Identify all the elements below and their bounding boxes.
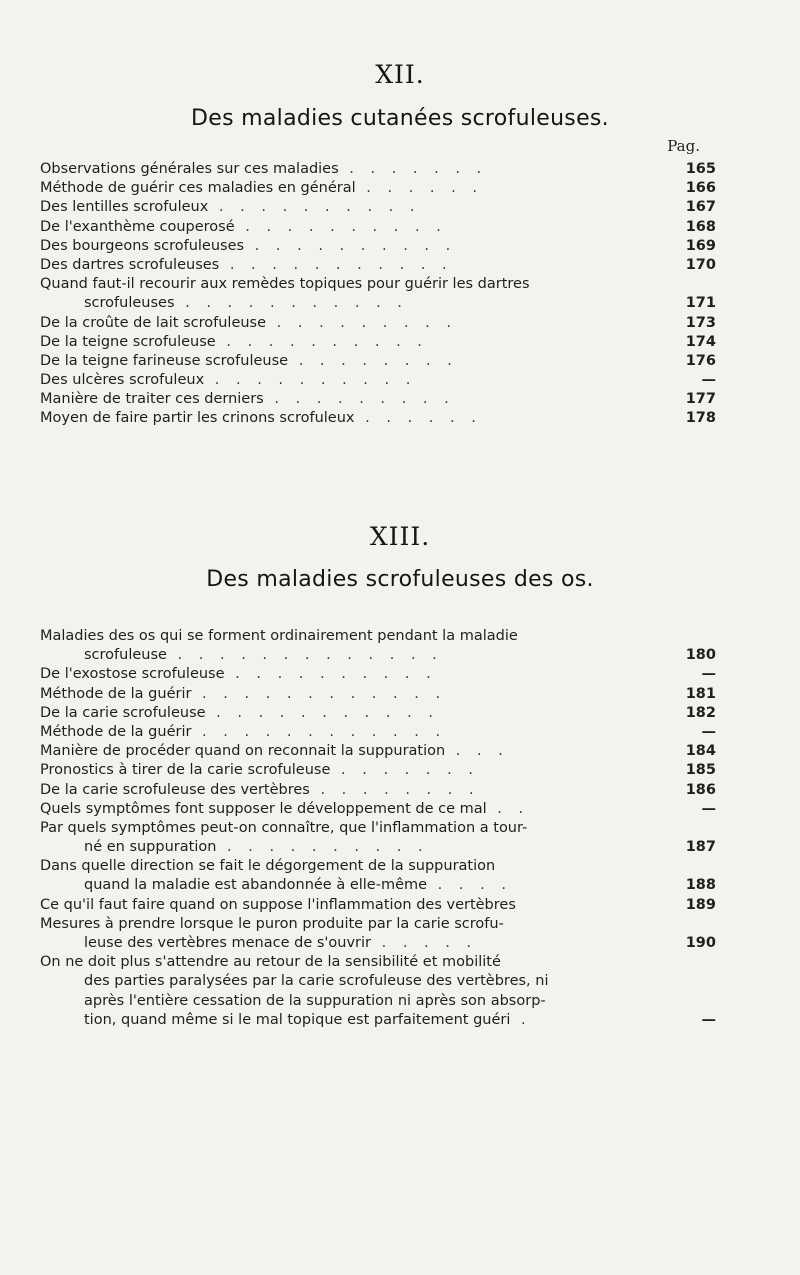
toc-entry (40, 665, 716, 684)
toc-entry-text: après l'entière cessation de la suppuration ni après son absorp- (84, 992, 546, 1009)
dot-leader: . . . . . . . (330, 762, 479, 779)
toc-entry-text: Maladies des os qui se forment ordinairement pendant la maladie (40, 628, 518, 644)
toc-entry (40, 915, 716, 953)
toc-entry-line (40, 685, 716, 704)
dot-leader: . . . . . . . . . . (244, 237, 457, 254)
toc-entry-text: Des lentilles scrofuleux (40, 199, 209, 216)
toc-page-number: 187 (685, 839, 716, 856)
toc-entry-text: De la carie scrofuleuse des vertèbres (40, 781, 310, 798)
dot-leader: . . . . . . . . . . . . . (166, 647, 443, 664)
toc-entry-line (40, 896, 716, 915)
toc-entry (40, 742, 716, 761)
toc-page-number: 165 (685, 161, 716, 177)
toc-entry-line (40, 627, 716, 646)
toc-entry-line (40, 275, 716, 294)
toc-entry-line (40, 352, 716, 371)
toc-page-number: 173 (685, 314, 716, 331)
dot-leader: . . (486, 800, 530, 817)
toc-entry-text: De la carie scrofuleuse (40, 704, 206, 721)
toc-entry-text: Des bourgeons scrofuleuses (40, 237, 245, 254)
toc-page-number: 188 (685, 877, 716, 894)
toc-entry (40, 627, 716, 665)
toc-page-number: 185 (685, 762, 716, 779)
toc-entry-line (40, 953, 716, 972)
dot-leader: . . . . . . (355, 180, 483, 197)
dot-leader: . (510, 1011, 532, 1028)
toc-entry (40, 761, 716, 780)
toc-entry-line (40, 1011, 716, 1030)
toc-entry-line (40, 646, 716, 665)
toc-entry-text: Manière de traiter ces derniers (40, 391, 264, 408)
toc-entry-text: Ce qu'il faut faire quand on suppose l'inflammation des vertèbres (40, 896, 516, 913)
toc-entry-line (40, 992, 716, 1011)
toc-entry-text: De la croûte de lait scrofuleuse (40, 314, 267, 331)
toc-entry (40, 800, 716, 819)
toc-entry-text: Dans quelle direction se fait le dégorgement de la suppuration (40, 858, 496, 875)
toc-entry-line (40, 857, 716, 876)
toc-page-number: 176 (685, 352, 716, 369)
dot-leader: . . . . . . . . . . . . (191, 723, 447, 740)
toc-entry-line (40, 218, 716, 237)
toc-entry-text: Manière de procéder quand on reconnait la suppuration (40, 743, 446, 760)
dot-leader: . . . . . . . . . . (208, 199, 421, 216)
toc-entry (40, 333, 716, 352)
dot-leader: . . . . . . . . . . (234, 218, 447, 235)
toc-entry (40, 953, 716, 1030)
dot-leader: . . . . . . . . . . (215, 333, 428, 350)
toc-entry-line (40, 742, 716, 761)
toc-entry-text: Quand faut-il recourir aux remèdes topiques pour guérir les dartres (40, 276, 530, 293)
toc-entry (40, 896, 716, 915)
toc-page-number: 166 (685, 180, 716, 197)
dot-leader: . . . . . . . . . . (204, 372, 417, 389)
toc-entry-text: tion, quand même si le mal topique est parfaitement guéri (84, 1011, 511, 1028)
toc-entry-line (40, 294, 716, 313)
toc-page-number: — (701, 800, 716, 817)
chapter-12-entries (40, 160, 716, 429)
toc-entry-line (40, 665, 716, 684)
toc-entry-text: leuse des vertèbres menace de s'ouvrir (84, 935, 372, 951)
toc-entry-text: Des ulcères scrofuleux (40, 372, 205, 389)
toc-entry-text: De l'exanthème couperosé (40, 218, 235, 235)
toc-entry-line (40, 934, 716, 953)
toc-entry-text: Des dartres scrofuleuses (40, 256, 220, 273)
toc-entry-line (40, 972, 716, 991)
toc-entry (40, 179, 716, 198)
toc-entry-line (40, 179, 716, 198)
toc-page-number: — (701, 666, 716, 683)
toc-entry (40, 237, 716, 256)
toc-entry-text: Méthode de la guérir (40, 723, 192, 740)
toc-entry-text: Quels symptômes font supposer le développement de ce mal (40, 800, 487, 817)
toc-entry (40, 781, 716, 800)
toc-entry-line (40, 761, 716, 780)
toc-entry-line (40, 256, 716, 275)
toc-entry (40, 685, 716, 704)
dot-leader: . . . . . . . . . (266, 314, 458, 331)
toc-entry-text: des parties paralysées par la carie scrofuleuse des vertèbres, ni (84, 973, 549, 990)
toc-entry-text: Méthode de la guérir (40, 685, 192, 702)
toc-entry-text: Par quels symptômes peut-on connaître, que l'inflammation a tour- (40, 819, 528, 836)
toc-entry-line (40, 314, 716, 333)
toc-entry-line (40, 819, 716, 838)
toc-entry (40, 819, 716, 857)
toc-page-number: — (701, 372, 716, 389)
toc-entry-line (40, 838, 716, 857)
toc-page-number: 174 (685, 333, 716, 350)
toc-entry (40, 704, 716, 723)
toc-entry-text: scrofuleuse (84, 647, 167, 664)
toc-entry-line (40, 409, 716, 428)
toc-entry-line (40, 915, 716, 934)
toc-page-number: 170 (685, 256, 716, 273)
dot-leader: . . . . . . . . (288, 352, 458, 369)
toc-entry (40, 314, 716, 333)
chapter-13-entries (40, 627, 716, 1030)
toc-entry (40, 256, 716, 275)
toc-page-number: 181 (685, 685, 716, 702)
toc-page-number: 190 (685, 935, 716, 951)
toc-entry (40, 218, 716, 237)
toc-entry-line (40, 390, 716, 409)
toc-entry-line (40, 198, 716, 217)
toc-entry-line (40, 160, 716, 179)
dot-leader: . . . . . . . . . (263, 391, 455, 408)
toc-entry-text: On ne doit plus s'attendre au retour de la sensibilité et mobilité (40, 954, 501, 971)
toc-entry-line (40, 876, 716, 895)
dot-leader: . . . . . . . . . . (216, 839, 429, 856)
dot-leader: . . . . . . . . . . . (174, 295, 408, 312)
dot-leader: . . . . . . . . . . . (219, 256, 453, 273)
toc-page-number: 177 (685, 391, 716, 408)
dot-leader: . . . . (427, 877, 512, 894)
toc-entry-line (40, 781, 716, 800)
toc-entry-line (40, 723, 716, 742)
toc-entry-text: De l'exostose scrofuleuse (40, 666, 225, 683)
toc-entry (40, 371, 716, 390)
toc-page-number: 186 (685, 781, 716, 798)
toc-page-number: 184 (685, 743, 716, 760)
chapter-12-number: XII. (375, 60, 425, 89)
toc-entry (40, 723, 716, 742)
toc-entry (40, 390, 716, 409)
dot-leader: . . . . . . . . . . . . (191, 685, 447, 702)
toc-entry (40, 352, 716, 371)
toc-entry-text: quand la maladie est abandonnée à elle-même (84, 877, 428, 894)
toc-page-number: 168 (685, 218, 716, 235)
toc-entry-text: Moyen de faire partir les crinons scrofuleux (40, 410, 355, 427)
chapter-13-title: Des maladies scrofuleuses des os. (206, 567, 594, 592)
toc-entry-text: Pronostics à tirer de la carie scrofuleuse (40, 762, 331, 779)
toc-page-number: 169 (685, 237, 716, 254)
dot-leader: . . . . . . . . . . (224, 666, 437, 683)
toc-page-number: 189 (685, 896, 716, 913)
toc-entry-line (40, 800, 716, 819)
dot-leader: . . . . . . . . . . . (205, 704, 439, 721)
toc-entry (40, 409, 716, 428)
toc-entry-text: né en suppuration (84, 839, 217, 856)
toc-page-number: — (701, 723, 716, 740)
toc-entry-line (40, 333, 716, 352)
toc-entry-text: Mesures à prendre lorsque le puron produite par la carie scrofu- (40, 915, 504, 932)
toc-page-number: 167 (685, 199, 716, 216)
dot-leader: . . . . . . . . (309, 781, 480, 798)
toc-entry-text: Méthode de guérir ces maladies en général (40, 180, 356, 197)
toc-entry (40, 275, 716, 313)
toc-entry-text: De la teigne scrofuleuse (40, 333, 216, 350)
toc-entry (40, 160, 716, 179)
toc-entry-text: De la teigne farineuse scrofuleuse (40, 352, 289, 369)
dot-leader: . . . . . . . (338, 161, 488, 177)
toc-page-number: 171 (685, 295, 716, 312)
chapter-13-number: XIII. (369, 522, 431, 551)
toc-entry-line (40, 704, 716, 723)
toc-entry-text: Observations générales sur ces maladies (40, 161, 339, 177)
dot-leader: . . . . . . (354, 410, 482, 427)
toc-page-number: 178 (685, 410, 716, 427)
toc-entry (40, 857, 716, 895)
toc-entry (40, 198, 716, 217)
page-column-header: Pag. (667, 137, 700, 155)
toc-page-number: 180 (685, 647, 716, 664)
dot-leader: . . . (445, 743, 509, 760)
toc-entry-line (40, 371, 716, 390)
toc-entry-text: scrofuleuses (84, 295, 175, 312)
toc-page-number: — (701, 1011, 716, 1028)
toc-page-number: 182 (685, 704, 716, 721)
toc-entry-line (40, 237, 716, 256)
dot-leader: . . . . . (371, 935, 478, 951)
chapter-12-title: Des maladies cutanées scrofuleuses. (191, 106, 609, 131)
